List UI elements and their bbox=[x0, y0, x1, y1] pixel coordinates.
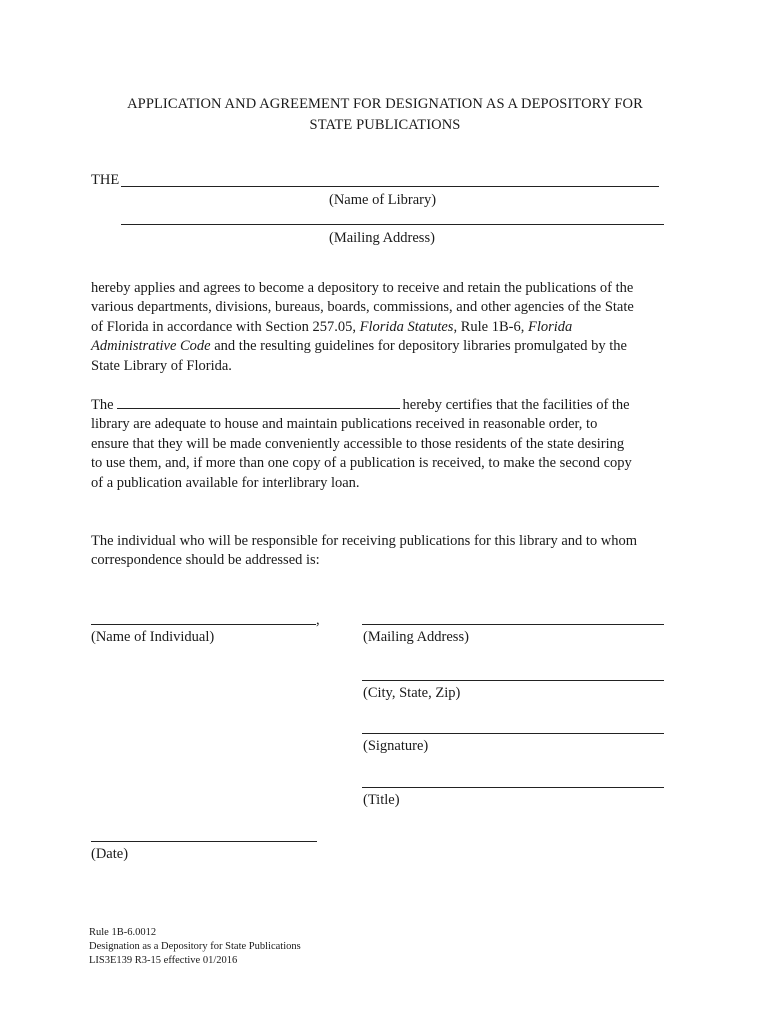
p2-line-2: library are adequate to house and maintain publications received in reasonable order, to bbox=[91, 416, 598, 433]
p3-line-1: The individual who will be responsible for receiving publications for this library and to whom bbox=[91, 533, 638, 549]
city-state-zip-field[interactable] bbox=[362, 680, 664, 681]
city-state-zip-caption: (City, State, Zip) bbox=[363, 685, 461, 701]
p1-line-3-b: , Rule 1B-6, bbox=[453, 318, 528, 335]
p1-line-2: various departments, divisions, bureaus, boards, commissions, and other agencies of the State bbox=[91, 299, 634, 316]
p1-line-4 bbox=[91, 337, 666, 356]
p2-line-4: to use them, and, if more than one copy of a publication is received, to make the second copy bbox=[91, 455, 632, 472]
date-caption: (Date) bbox=[91, 846, 129, 862]
document-title bbox=[0, 94, 770, 136]
certifying-library-field[interactable] bbox=[117, 395, 400, 409]
p2-line-3: ensure that they will be made conveniently accessible to those residents of the state desiring bbox=[91, 435, 625, 452]
individual-name-field[interactable] bbox=[91, 624, 316, 625]
p1-line-1: hereby applies and agrees to become a depository to receive and retain the publications of the bbox=[91, 280, 634, 296]
agreement-paragraph bbox=[91, 279, 666, 376]
library-name-field[interactable] bbox=[121, 186, 659, 187]
signature-field[interactable] bbox=[362, 733, 664, 734]
footer-rule: Rule 1B-6.0012 bbox=[89, 927, 157, 938]
the-label: THE bbox=[91, 172, 120, 188]
p3-line-2: correspondence should be addressed is: bbox=[91, 552, 320, 569]
title-field[interactable] bbox=[362, 787, 664, 788]
signature-caption: (Signature) bbox=[363, 738, 429, 754]
comma: , bbox=[316, 612, 320, 628]
p2-the-label: The bbox=[91, 397, 114, 413]
certification-paragraph bbox=[91, 395, 666, 493]
date-field[interactable] bbox=[91, 841, 317, 842]
title-line-2: STATE PUBLICATIONS bbox=[309, 117, 461, 133]
florida-statutes-italic: Florida Statutes bbox=[359, 318, 454, 335]
name-of-individual-caption: (Name of Individual) bbox=[91, 629, 215, 645]
individual-mailing-address-caption: (Mailing Address) bbox=[363, 629, 469, 645]
name-of-library-caption: (Name of Library) bbox=[329, 192, 437, 208]
p2-line-1 bbox=[91, 395, 666, 415]
individual-mailing-address-field[interactable] bbox=[362, 624, 664, 625]
footer-designation: Designation as a Depository for State Publications bbox=[89, 941, 301, 952]
footer-form-id: LIS3E139 R3-15 effective 01/2016 bbox=[89, 955, 238, 966]
florida-italic: Florida bbox=[527, 318, 573, 335]
p1-line-4-b: and the resulting guidelines for depository libraries promulgated by the bbox=[210, 338, 627, 355]
p1-line-3-a: of Florida in accordance with Section 257.05, bbox=[91, 318, 360, 335]
title-caption: (Title) bbox=[363, 792, 400, 808]
p2-line-5: of a publication available for interlibrary loan. bbox=[91, 474, 360, 491]
p2-line-1-rest: hereby certifies that the facilities of the bbox=[402, 397, 630, 413]
library-mailing-address-field[interactable] bbox=[121, 224, 664, 225]
responsible-individual-paragraph bbox=[91, 532, 666, 571]
p1-line-5: State Library of Florida. bbox=[91, 357, 232, 374]
mailing-address-caption: (Mailing Address) bbox=[329, 230, 435, 246]
p1-line-3 bbox=[91, 318, 666, 337]
title-line-1: APPLICATION AND AGREEMENT FOR DESIGNATION AS A DEPOSITORY FOR bbox=[127, 96, 643, 112]
administrative-code-italic: Administrative Code bbox=[91, 338, 211, 355]
form-footer bbox=[89, 926, 301, 968]
